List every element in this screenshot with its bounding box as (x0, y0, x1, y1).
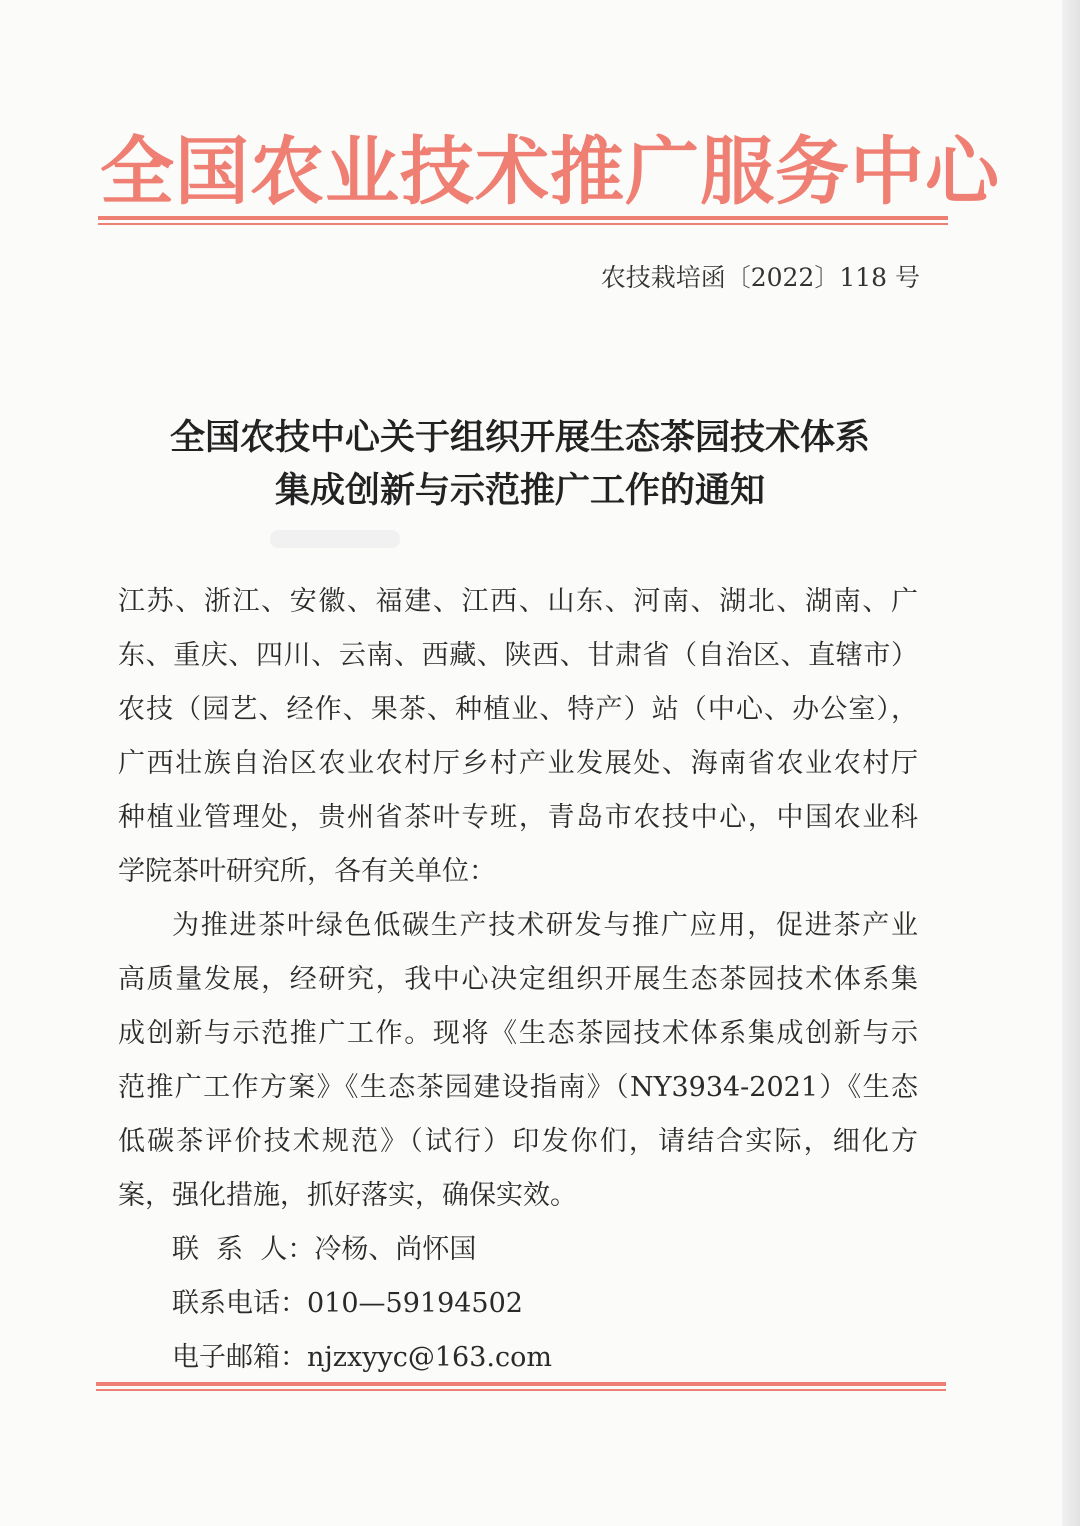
body-line: 为推进茶叶绿色低碳生产技术研发与推广应用，促进茶产业 (172, 910, 918, 941)
document-number: 农技栽培函〔2022〕118 号 (600, 263, 920, 292)
addressee-line: 东、重庆、四川、云南、西藏、陕西、甘肃省（自治区、直辖市） (118, 640, 918, 671)
addressee-line: 学院茶叶研究所，各有关单位： (118, 856, 496, 887)
addressee-line: 农技（园艺、经作、果茶、种植业、特产）站（中心、办公室）， (118, 694, 918, 725)
contact-email-value: njzxyyc@163.com (307, 1342, 552, 1373)
contact-phone (172, 1284, 523, 1324)
body-line: 成创新与示范推广工作。现将《生态茶园技术体系集成创新与示 (118, 1018, 918, 1049)
document-title-line-2: 集成创新与示范推广工作的通知 (274, 470, 765, 511)
body-line: 范推广工作方案》《生态茶园建设指南》（NY3934-2021）《生态 (118, 1072, 918, 1103)
page-edge-shadow (1062, 0, 1080, 1526)
contact-phone-label: 联系电话： (172, 1288, 307, 1319)
letterhead-rule-thin (98, 223, 948, 225)
contact-person-label: 联 系 人： (172, 1234, 315, 1265)
body-line: 案，强化措施，抓好落实，确保实效。 (118, 1180, 577, 1211)
scan-smudge (270, 530, 400, 548)
contact-email (172, 1338, 552, 1378)
footer-rule-thin (96, 1389, 946, 1391)
contact-person (172, 1230, 476, 1270)
contact-email-label: 电子邮箱： (172, 1342, 307, 1373)
letterhead-title: 全国农业技术推广服务中心 (100, 129, 1000, 215)
footer-rule-thick (96, 1382, 946, 1386)
addressee-line: 种植业管理处，贵州省茶叶专班，青岛市农技中心，中国农业科 (118, 802, 918, 833)
body-line: 高质量发展，经研究，我中心决定组织开展生态茶园技术体系集 (118, 964, 918, 995)
letterhead-rule-thick (98, 216, 948, 220)
contact-person-value: 冷杨、尚怀国 (314, 1234, 477, 1265)
addressee-line: 江苏、浙江、安徽、福建、江西、山东、河南、湖北、湖南、广 (118, 586, 918, 617)
body-line: 低碳茶评价技术规范》（试行）印发你们，请结合实际，细化方 (118, 1126, 918, 1157)
addressee-line: 广西壮族自治区农业农村厅乡村产业发展处、海南省农业农村厅 (118, 748, 918, 779)
document-title-line-1: 全国农技中心关于组织开展生态茶园技术体系 (169, 417, 870, 458)
contact-phone-value: 010—59194502 (307, 1288, 523, 1319)
